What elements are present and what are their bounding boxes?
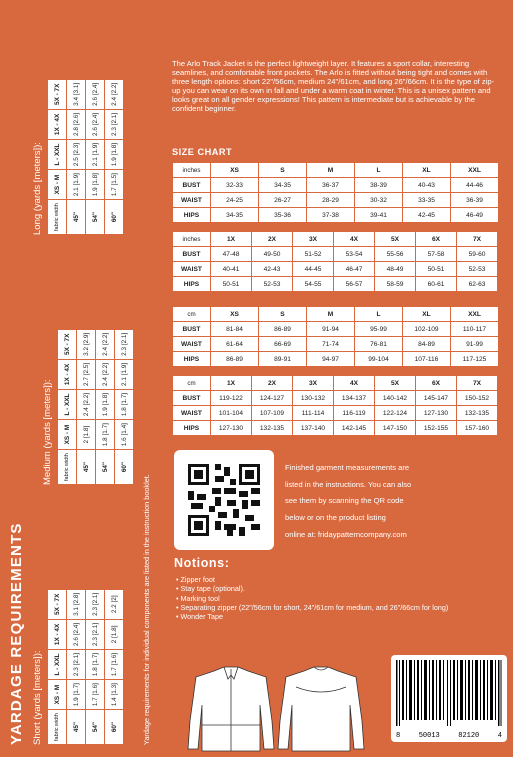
list-item: • Marking tool	[176, 594, 506, 603]
barcode-number: 8 50013 82120 4	[396, 732, 502, 740]
qr-code[interactable]	[174, 450, 274, 550]
table-row: 45" 2 [1.8] 2.4 [2.2] 2.7 [2.5] 3.2 [2.9]	[77, 329, 96, 484]
yardage-long-table: fabric width XS - M L - XXL 1X - 4X 5X - 7X 45" 2.1 [1.9] 2.5 [2.3] 2.8 [2.6] 3.4 [3.1] 54" 1.9 [1.8] 2.1 [1.9] 2.6 [2.4] 2.6 [2.4] 60" 1.7 [1.5] 1.9 [1.8] 2.3 [2.1] 2.4 [2.2]	[47, 79, 124, 235]
notions-list	[176, 575, 506, 622]
yardage-medium-table: fabric width XS - M L - XXL 1X - 4X 5X - 7X 45" 2 [1.8] 2.4 [2.2] 2.7 [2.5] 3.2 [2.9] 54" 1.8 [1.7] 1.9 [1.8] 2.4 [2.2] 2.4 [2.2] 60" 1.6 [1.4] 1.8 [1.7] 2.1 [1.9] 2.3 [2.1]	[57, 329, 134, 485]
size-table-cm-plus: cm 1X 2X 3X 4X 5X 6X 7X BUST 119-122 124-127 130-132 134-137 140-142 145-147 150-152 WAIST 101-104 107-109 111-114 116-119 122-124 127-130 132-135 HIPS 127-130 132-135 137-140 142-145 147-150 152-155 157-160	[172, 375, 498, 436]
size-table-inches-plus: inches 1X 2X 3X 4X 5X 6X 7X BUST 47-48 49-50 51-52 53-54 55-56 57-58 59-60 WAIST 40-41 42-43 44-45 46-47 48-49 50-51 52-53 HIPS 50-51 52-53 54-55 56-57 58-59 60-61 62-63	[172, 231, 498, 292]
table-row: 60" 1.7 [1.5] 1.9 [1.8] 2.3 [2.1] 2.4 [2.2]	[105, 79, 124, 234]
yardage-short-table: fabric width XS - M L - XXL 1X - 4X 5X - 7X 45" 1.9 [1.7] 2.3 [2.1] 2.6 [2.4] 3.1 [2.8] 54" 1.7 [1.6] 1.8 [1.7] 2.3 [2.1] 2.3 [2.1] 60" 1.4 [1.3] 1.7 [1.6] 2 [1.8] 2.2 [2]	[47, 589, 124, 745]
website-link[interactable]: online at: fridaypatterncompany.com	[285, 529, 407, 539]
table-row: BUST 47-48 49-50 51-52 53-54 55-56 57-58 59-60	[173, 247, 498, 262]
list-item: • Zipper foot	[176, 575, 506, 584]
size-table-cm-regular: cm XS S M L XL XXL BUST 81-84 86-89 91-94 95-99 102-109 110-117 WAIST 61-64 66-69 71-74 76-81 84-89 91-99 HIPS 86-89 89-91 94-97 99-104 107-116 117-125	[172, 306, 499, 367]
table-row: 54" 1.9 [1.8] 2.1 [1.9] 2.6 [2.4] 2.6 [2.4]	[86, 79, 105, 234]
table-row: 54" 1.7 [1.6] 1.8 [1.7] 2.3 [2.1] 2.3 [2.1]	[86, 589, 105, 744]
table-row: HIPS 50-51 52-53 54-55 56-57 58-59 60-61 62-63	[173, 277, 498, 292]
barcode	[391, 655, 507, 742]
notions-title: Notions:	[174, 556, 230, 570]
table-row: 45" 1.9 [1.7] 2.3 [2.1] 2.6 [2.4] 3.1 [2.8]	[67, 589, 86, 744]
barcode-icon	[396, 660, 502, 726]
table-row: HIPS 86-89 89-91 94-97 99-104 107-116 117-125	[173, 352, 499, 367]
pattern-description: The Arlo Track Jacket is the perfect lightweight layer. It features a sport collar, interesting seamlines, and comfortable front pockets. The Arlo is fitted without being tight and comes with three length options: short 22"/56cm, medium 24"/61cm, and long 26"/66cm. It is the type of zip-up you can wear on its own in fall and under a warm coat in winter. This is a unisex pattern and looks great on all gender expressions! This pattern is intermediate but is achievable by the confident beginner.	[172, 59, 495, 113]
table-row: 54" 1.8 [1.7] 1.9 [1.8] 2.4 [2.2] 2.4 [2.2]	[96, 329, 115, 484]
table-row: BUST 81-84 86-89 91-94 95-99 102-109 110-117	[173, 322, 499, 337]
table-row: 45" 2.1 [1.9] 2.5 [2.3] 2.8 [2.6] 3.4 [3.1]	[67, 79, 86, 234]
table-row: BUST 32-33 34-35 36-37 38-39 40-43 44-46	[173, 178, 499, 193]
table-row: HIPS 127-130 132-135 137-140 142-145 147-150 152-155 157-160	[173, 421, 498, 436]
table-row: WAIST 24-25 26-27 28-29 30-32 33-35 36-39	[173, 193, 499, 208]
table-row: HIPS 34-35 35-36 37-38 39-41 42-45 46-49	[173, 208, 499, 223]
table-row: BUST 119-122 124-127 130-132 134-137 140-142 145-147 150-152	[173, 391, 498, 406]
yardage-medium-label: Medium (yards [meters]):	[42, 379, 53, 485]
table-row: WAIST 101-104 107-109 111-114 116-119 122-124 127-130 132-135	[173, 406, 498, 421]
jacket-illustration	[176, 665, 376, 753]
yardage-long	[32, 79, 124, 235]
table-row: 60" 1.6 [1.4] 1.8 [1.7] 2.1 [1.9] 2.3 [2.1]	[115, 329, 134, 484]
yardage-long-label: Long (yards [meters]):	[32, 142, 43, 235]
list-item: • Separating zipper (22"/56cm for short, 24"/61cm for medium, and 26"/66cm for long)	[176, 603, 506, 612]
list-item: • Stay tape (optional).	[176, 584, 506, 593]
yardage-note: Yardage requirements for individual components are listed in the instruction booklet.	[142, 474, 151, 745]
yardage-medium	[42, 329, 134, 485]
size-chart-title: SIZE CHART	[172, 147, 233, 157]
yardage-title: YARDAGE REQUIREMENTS	[8, 522, 25, 745]
table-row: 60" 1.4 [1.3] 1.7 [1.6] 2 [1.8] 2.2 [2]	[105, 589, 124, 744]
yardage-panel	[0, 0, 160, 757]
jacket-back-icon	[278, 667, 364, 751]
yardage-short-label: Short (yards [meters]):	[32, 650, 43, 745]
table-row: WAIST 40-41 42-43 44-45 46-47 48-49 50-51 52-53	[173, 262, 498, 277]
list-item: • Wonder Tape	[176, 612, 506, 621]
table-row: WAIST 61-64 66-69 71-74 76-81 84-89 91-99	[173, 337, 499, 352]
size-table-inches-regular: inches XS S M L XL XXL BUST 32-33 34-35 36-37 38-39 40-43 44-46 WAIST 24-25 26-27 28-29 30-32 33-35 36-39 HIPS 34-35 35-36 37-38 39-41 42-45 46-49	[172, 162, 499, 223]
qr-code-icon	[188, 464, 260, 536]
yardage-short	[32, 589, 124, 745]
qr-caption: Finished garment measurements are listed in the instructions. You can also see them by scanning the QR code below or on the product listing online at: fridaypatterncompany.com	[285, 460, 500, 544]
